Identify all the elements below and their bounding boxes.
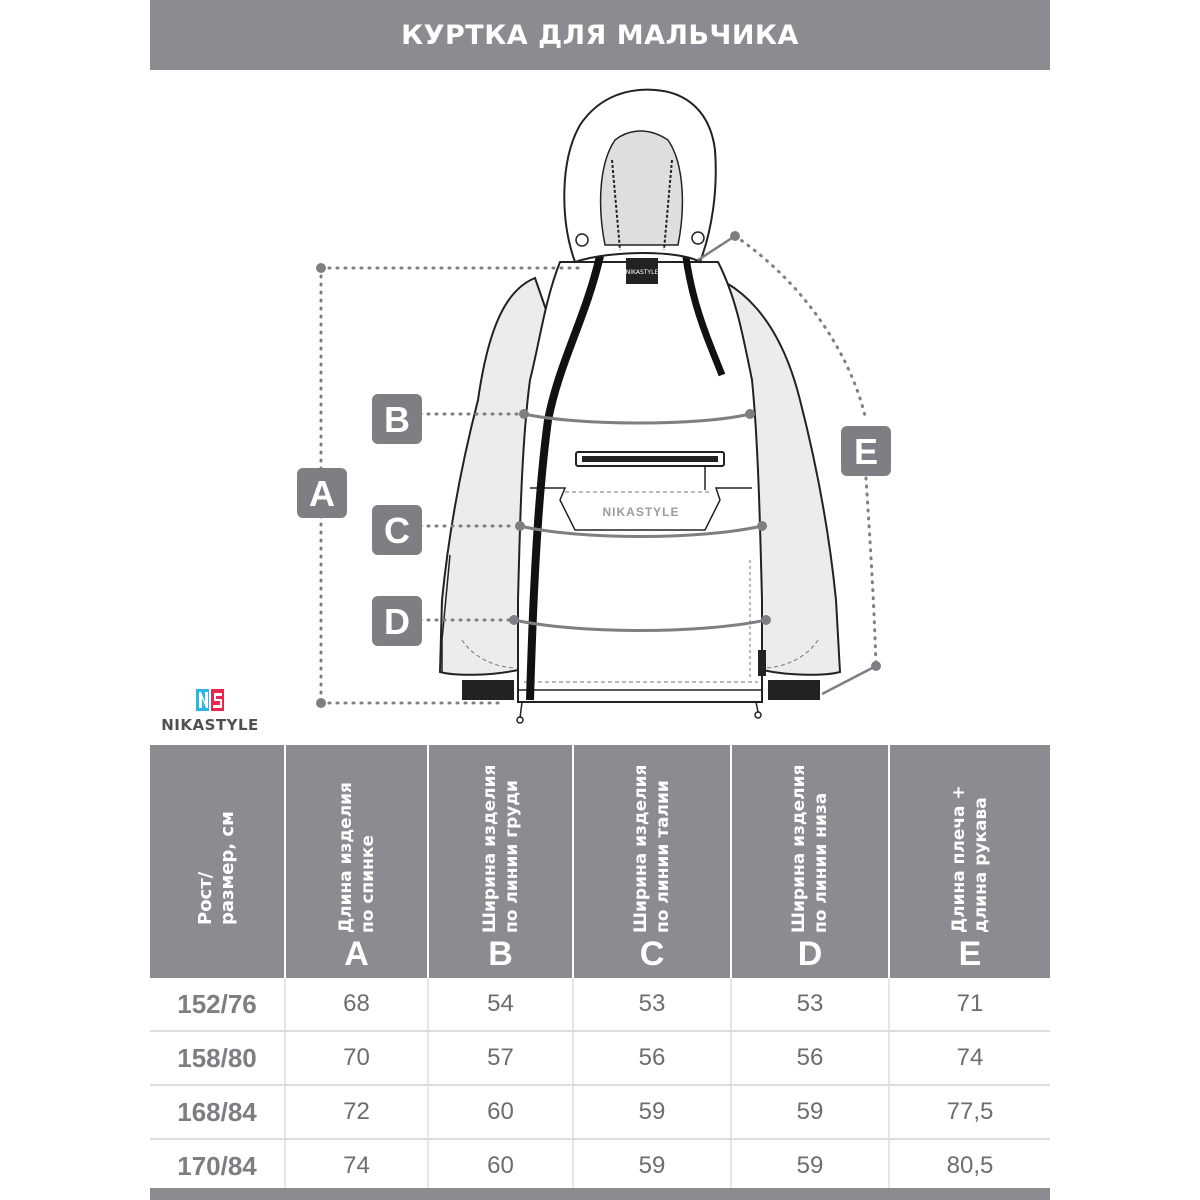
- bottom-bar: [150, 1188, 1050, 1200]
- value-cell: 77,5: [889, 1085, 1050, 1139]
- value-cell: 53: [573, 978, 731, 1031]
- header-c: [573, 745, 731, 978]
- header-a-label: Длина изделия по спинке: [335, 782, 378, 933]
- marker-e: [841, 426, 891, 476]
- header-e-label: Длина плеча + длина рукава: [949, 785, 991, 933]
- value-cell: 53: [731, 978, 889, 1031]
- value-cell: 59: [573, 1139, 731, 1193]
- value-cell: 70: [285, 1031, 428, 1085]
- neck-label-text: NIKASTYLE: [625, 269, 659, 276]
- marker-b-label: B: [384, 399, 410, 440]
- header-b-label: Ширина изделия по линии груди: [479, 764, 522, 933]
- pocket-print: NIKASTYLE: [602, 505, 680, 519]
- value-cell: 80,5: [889, 1139, 1050, 1193]
- table-header-row: [150, 745, 1050, 978]
- brand-name: NIKASTYLE: [161, 716, 259, 734]
- value-cell: 59: [731, 1085, 889, 1139]
- header-d-label: Ширина изделия по линии низа: [789, 764, 831, 933]
- value-cell: 68: [285, 978, 428, 1031]
- header-a-letter: A: [344, 935, 369, 973]
- table-row: [150, 1085, 1050, 1139]
- header-e-letter: E: [958, 935, 982, 973]
- right-cuff: [768, 680, 820, 700]
- jacket-body: [517, 250, 766, 723]
- header-e: [889, 745, 1050, 978]
- size-cell: 168/84: [150, 1085, 285, 1139]
- marker-c: [372, 505, 422, 555]
- ns-logo-icon: [150, 686, 270, 716]
- brand-logo: [150, 686, 270, 740]
- header-b-letter: B: [488, 935, 513, 973]
- marker-e-label: E: [853, 431, 879, 472]
- value-cell: 72: [285, 1085, 428, 1139]
- size-cell: 170/84: [150, 1139, 285, 1193]
- marker-d-label: D: [384, 601, 410, 642]
- size-table: [150, 745, 1050, 1194]
- header-d: [731, 745, 889, 978]
- table-row: [150, 1139, 1050, 1193]
- marker-a-label: A: [309, 473, 335, 514]
- page-title: КУРТКА ДЛЯ МАЛЬЧИКА: [401, 19, 799, 51]
- header-d-letter: D: [797, 935, 823, 973]
- value-cell: 59: [731, 1139, 889, 1193]
- value-cell: 71: [889, 978, 1050, 1031]
- value-cell: 54: [428, 978, 573, 1031]
- header-size: [150, 745, 285, 978]
- value-cell: 57: [428, 1031, 573, 1085]
- header-c-letter: C: [639, 935, 665, 973]
- value-cell: 74: [889, 1031, 1050, 1085]
- header-b: [428, 745, 573, 978]
- header-c-label: Ширина изделия по линии талии: [631, 764, 673, 933]
- value-cell: 59: [573, 1085, 731, 1139]
- value-cell: 74: [285, 1139, 428, 1193]
- size-cell: 152/76: [150, 978, 285, 1031]
- value-cell: 60: [428, 1139, 573, 1193]
- marker-d: [372, 596, 422, 646]
- marker-a: [297, 468, 347, 518]
- table-row: [150, 978, 1050, 1031]
- header-size-label: Рост/ размер, см: [195, 811, 238, 925]
- size-cell: 158/80: [150, 1031, 285, 1085]
- hood: [564, 90, 715, 284]
- header-a: [285, 745, 428, 978]
- table-row: [150, 1031, 1050, 1085]
- value-cell: 60: [428, 1085, 573, 1139]
- value-cell: 56: [731, 1031, 889, 1085]
- marker-b: [372, 394, 422, 444]
- value-cell: 56: [573, 1031, 731, 1085]
- left-cuff: [462, 680, 514, 700]
- marker-c-label: C: [384, 510, 410, 551]
